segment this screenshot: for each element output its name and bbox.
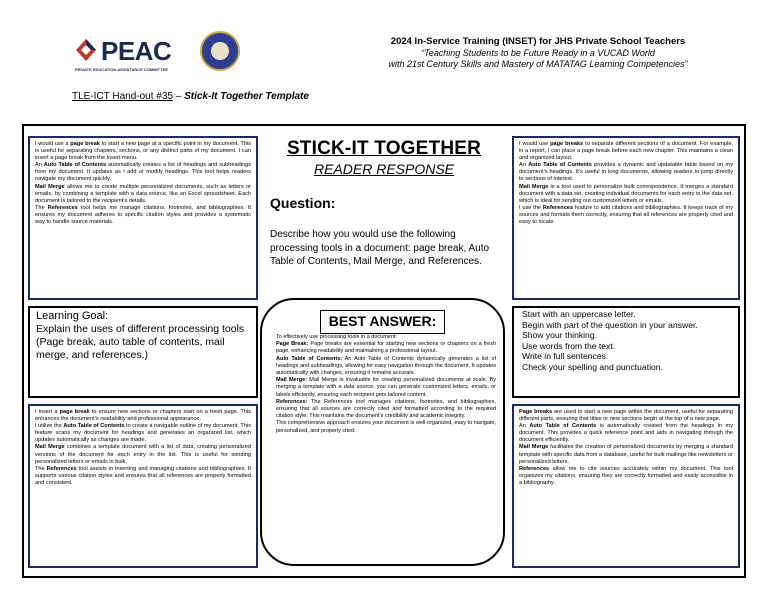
- learning-goal-text: Explain the uses of different processing tools (Page break, auto table of contents, mail merge, and references.): [36, 323, 245, 361]
- note-paragraph: [35, 444, 251, 465]
- note-body: [519, 409, 733, 487]
- note-term: Mail Merge: [35, 183, 65, 190]
- best-answer-label: BEST ANSWER:: [320, 310, 445, 334]
- header-info: [338, 36, 738, 69]
- note-term: Page breaks: [519, 409, 553, 415]
- note-paragraph: [35, 409, 251, 423]
- tip-item: Show your thinking.: [522, 330, 597, 341]
- note-paragraph: [519, 141, 733, 162]
- note-paragraph: [519, 423, 733, 444]
- note-paragraph: [35, 162, 251, 183]
- note-text: are used to start a new page within the document, useful for separating different parts, ensuring that titles or new sections begin at the top of a new page.: [519, 409, 733, 423]
- note-paragraph: [35, 184, 251, 205]
- note-text: is a tool used to personalize bulk correspondence. It merges a standard document with a data set, creating individual documents for each entry in the data set, which is ideal for sending out customized letters or emails.: [519, 183, 733, 204]
- note-paragraph: [35, 141, 251, 162]
- deped-seal-icon: [200, 31, 240, 71]
- note-text: to separate different sections of a document. For example, in a report, I can place a page break before each new chapter. This maintains a clean and organized layout.: [519, 141, 733, 162]
- worksheet-title: STICK-IT TOGETHER: [286, 138, 482, 159]
- learning-goal-box: [28, 306, 258, 398]
- note-text: An: [519, 423, 530, 430]
- note-term: Auto Table of Contents: [63, 423, 125, 430]
- note-text: I utilize the: [35, 423, 64, 430]
- note-text: to ensure new sections or chapters start on a fresh page. This enhances the document’s readability and professional appearance.: [35, 409, 251, 423]
- tip-item: Check your spelling and punctuation.: [522, 361, 663, 372]
- peac-diamond-icon: [75, 38, 97, 62]
- question-label: Question:: [270, 195, 336, 211]
- note-body: [519, 141, 733, 226]
- best-answer-item: [276, 341, 496, 355]
- note-text: is automatically created from the headings in my document. This provides a quick reference point and aids in navigating through the document efficiently.: [519, 423, 733, 444]
- note-text: provides a dynamic and updatable table based on my document’s headings. It’s useful in long documents, allowing readers to jump directly to sections of interest.: [519, 162, 733, 183]
- note-text: I use the: [519, 204, 543, 211]
- best-answer-desc: The References tool manages citations, footnotes, and bibliographies, ensuring that all sources are correctly cited and formatted according to the required citation style. This maintains the document’s credibility and academic integrity.: [276, 398, 496, 420]
- handout-label: TLE-ICT Hand-out #35: [72, 91, 173, 102]
- note-text: facilitates the creation of personalized documents by merging a standard template with specific data from a database, useful for bulk mailings like newsletters or personalized letters.: [519, 444, 733, 465]
- question-text: Describe how you would use the following processing tools in a document: page break, Auto Table of Contents, Mail Merge, and References.: [270, 229, 490, 267]
- note-text: tool helps me manage citations, footnotes, and bibliographies. It ensures my document adheres to specific citation styles and provides a systematic way to handle source materials.: [35, 204, 251, 226]
- best-answer-term: Page Break:: [276, 341, 309, 348]
- best-answer-desc: Mail Merge is invaluable for creating personalized documents at scale. By merging a template with a data source, you can generate customized letters, emails, or labels efficiently, ensuring each recipient gets tailored content.: [276, 377, 496, 398]
- note-text: The: [35, 204, 48, 211]
- best-answer-term: Auto Table of Contents:: [276, 355, 343, 362]
- note-body: [35, 409, 251, 487]
- tip-item: Use words from the text.: [522, 340, 616, 351]
- note-term: page breaks: [550, 141, 584, 147]
- note-text: An: [35, 162, 44, 169]
- note-term: Mail Merge: [35, 444, 65, 451]
- note-top-right: [512, 136, 740, 300]
- note-term: References: [519, 465, 550, 472]
- note-paragraph: [519, 205, 733, 226]
- tip-item: Begin with part of the question in your answer.: [522, 319, 698, 330]
- note-term: Mail Merge: [519, 183, 549, 190]
- note-text: I would use a: [35, 141, 71, 147]
- handout-separator: –: [172, 91, 185, 102]
- worksheet-heading: [268, 138, 500, 177]
- tip-item: Start with an uppercase letter.: [522, 309, 636, 319]
- best-answer-closing: This comprehensive approach ensures your document is well-organized, easy to navigate, personalized, and properly cited.: [276, 420, 496, 434]
- writing-tips-box: [512, 306, 740, 398]
- note-text: tool assists in inserting and managing citations and bibliographies. It supports various citation styles and ensures that all references are properly formatted and consistent.: [35, 465, 251, 486]
- inset-subtitle-2: with 21st Century Skills and Mastery of MATATAG Learning Competencies”: [388, 59, 688, 69]
- note-text: allow me to cite sources accurately within my document. This tool organizes my citations, ensuring they are correctly formatted and easily accessible in a bibliography.: [519, 465, 733, 486]
- best-answer-text: [276, 334, 496, 435]
- note-term: References: [47, 204, 78, 211]
- peac-logo: [75, 34, 195, 74]
- note-text: I would use: [519, 141, 551, 147]
- best-answer-desc: Page breaks are essential for starting new sections or chapters on a fresh page, enhancing readability and maintaining a professional layout.: [276, 341, 496, 355]
- note-paragraph: [35, 423, 251, 444]
- note-bottom-left: [28, 404, 258, 568]
- note-term: Auto Table of Contents: [528, 162, 592, 169]
- note-text: to start a new page at a specific point in my document. This is useful for separating chapters, sections, or any distinct parts of my document. I can insert a page break from the Insert menu.: [35, 141, 251, 162]
- note-term: page break: [59, 409, 90, 415]
- logo-wordmark: PEAC: [101, 36, 172, 66]
- inset-subtitle-1: “Teaching Students to be Future Ready in a VUCAD World: [421, 48, 655, 58]
- best-answer-item: [276, 399, 496, 421]
- note-paragraph: [519, 162, 733, 183]
- handout-title: [72, 91, 309, 102]
- best-answer-term: References:: [276, 398, 308, 405]
- note-term: Auto Table of Contents: [43, 162, 107, 169]
- best-answer-desc: An Auto Table of Contents dynamically generates a list of headings and subheadings, allowing for easy navigation through the document. It updates automatically with changes, ensuring it remains accurate.: [276, 355, 496, 377]
- note-text: automatically creates a list of headings and subheadings from my document. It updates as I add or modify headings. This tool helps readers navigate my document quickly.: [35, 162, 251, 183]
- note-text: An: [519, 162, 529, 169]
- note-paragraph: [519, 466, 733, 487]
- inset-title: 2024 In-Service Training (INSET) for JHS Private School Teachers: [390, 36, 686, 47]
- note-paragraph: [35, 466, 251, 487]
- tip-item: Write in full sentences.: [522, 351, 609, 362]
- logo-subtext: PRIVATE EDUCATION ASSISTANCE COMMITTEE: [75, 67, 168, 72]
- note-term: Auto Table of Contents: [529, 423, 597, 430]
- note-body: [35, 141, 251, 226]
- note-term: Mail Merge: [519, 444, 549, 451]
- note-text: combines a template document with a list of data, creating personalized versions of the document for each entry in the list. This is useful for sending personalized letters or emails in bulk.: [35, 444, 251, 465]
- best-answer-item: [276, 356, 496, 378]
- note-paragraph: [519, 184, 733, 205]
- note-paragraph: [35, 205, 251, 226]
- note-term: References: [542, 204, 574, 211]
- note-text: to create a navigable outline of my document. This feature scans my document for headings and generates an organized list, which updates automatically as changes are made.: [35, 423, 251, 444]
- note-paragraph: [519, 444, 733, 465]
- best-answer-intro: To effectively use processing tools in a document:: [276, 334, 397, 340]
- best-answer-item: [276, 377, 496, 399]
- note-text: The: [35, 465, 47, 472]
- learning-goal-label: Learning Goal:: [36, 310, 109, 322]
- note-text: I insert a: [35, 409, 60, 415]
- note-bottom-right: [512, 404, 740, 568]
- note-text: allows me to create multiple personalized documents, such as letters or emails, by combining a template with a data source, like an Excel spreadsheet. Each document is tailored to the recipient’s details.: [35, 183, 251, 204]
- best-answer-term: Mail Merge:: [276, 377, 308, 384]
- handout-name: Stick-It Together Template: [184, 91, 309, 102]
- note-text: feature to add citations and bibliographies. It keeps track of my sources and formats them correctly, ensuring that all references are properly cited and easy to locate.: [519, 204, 733, 226]
- note-term: References: [46, 465, 77, 472]
- note-term: page break: [70, 141, 101, 147]
- worksheet-subtitle: READER RESPONSE: [313, 161, 455, 177]
- note-top-left: [28, 136, 258, 300]
- note-paragraph: [519, 409, 733, 423]
